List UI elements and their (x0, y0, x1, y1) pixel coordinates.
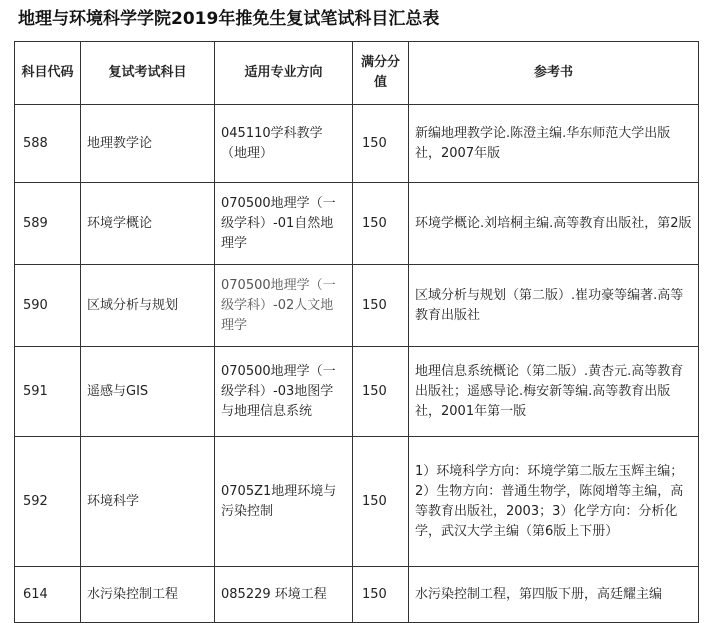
cell-subject: 遥感与GIS (81, 347, 215, 437)
table-row (15, 347, 699, 437)
cell-code: 592 (15, 437, 81, 567)
cell-code: 614 (15, 567, 81, 623)
cell-code: 591 (15, 347, 81, 437)
cell-subject: 地理教学论 (81, 105, 215, 183)
cell-major: 070500地理学（一级学科）-03地图学与地理信息系统 (215, 347, 353, 437)
cell-subject: 环境学概论 (81, 183, 215, 265)
cell-major: 070500地理学（一级学科）-02人文地理学 (215, 265, 353, 347)
cell-code: 588 (15, 105, 81, 183)
cell-books: 新编地理教学论.陈澄主编.华东师范大学出版社，2007年版 (409, 105, 699, 183)
header-score: 满分分值 (353, 42, 409, 105)
cell-books: 1）环境科学方向：环境学第二版左玉辉主编；2）生物方向：普通生物学，陈阅增等主编，高等教育出版社，2003；3）化学方向：分析化学，武汉大学主编（第6版上下册） (409, 437, 699, 567)
table-row (15, 567, 699, 623)
cell-books: 环境学概论.刘培桐主编.高等教育出版社，第2版 (409, 183, 699, 265)
cell-score: 150 (353, 567, 409, 623)
header-books: 参考书 (409, 42, 699, 105)
table-row (15, 265, 699, 347)
header-subject: 复试考试科目 (81, 42, 215, 105)
cell-major: 0705Z1地理环境与污染控制 (215, 437, 353, 567)
cell-code: 589 (15, 183, 81, 265)
cell-code: 590 (15, 265, 81, 347)
cell-major: 085229 环境工程 (215, 567, 353, 623)
header-major: 适用专业方向 (215, 42, 353, 105)
table-header-row (15, 42, 699, 105)
cell-score: 150 (353, 105, 409, 183)
table-row (15, 437, 699, 567)
cell-score: 150 (353, 347, 409, 437)
cell-books: 地理信息系统概论（第二版）.黄杏元.高等教育出版社；遥感导论.梅安新等编.高等教育出版社，2001年第一版 (409, 347, 699, 437)
header-code: 科目代码 (15, 42, 81, 105)
cell-books: 水污染控制工程，第四版下册，高廷耀主编 (409, 567, 699, 623)
cell-score: 150 (353, 265, 409, 347)
table-row (15, 183, 699, 265)
cell-subject: 水污染控制工程 (81, 567, 215, 623)
table-row (15, 105, 699, 183)
cell-score: 150 (353, 183, 409, 265)
cell-major: 070500地理学（一级学科）-01自然地理学 (215, 183, 353, 265)
cell-score: 150 (353, 437, 409, 567)
cell-major: 045110学科教学（地理） (215, 105, 353, 183)
cell-subject: 区域分析与规划 (81, 265, 215, 347)
cell-books: 区域分析与规划（第二版）.崔功豪等编著.高等教育出版社 (409, 265, 699, 347)
page-title: 地理与环境科学学院2019年推免生复试笔试科目汇总表 (18, 9, 440, 29)
exam-subjects-table (14, 41, 699, 623)
cell-subject: 环境科学 (81, 437, 215, 567)
